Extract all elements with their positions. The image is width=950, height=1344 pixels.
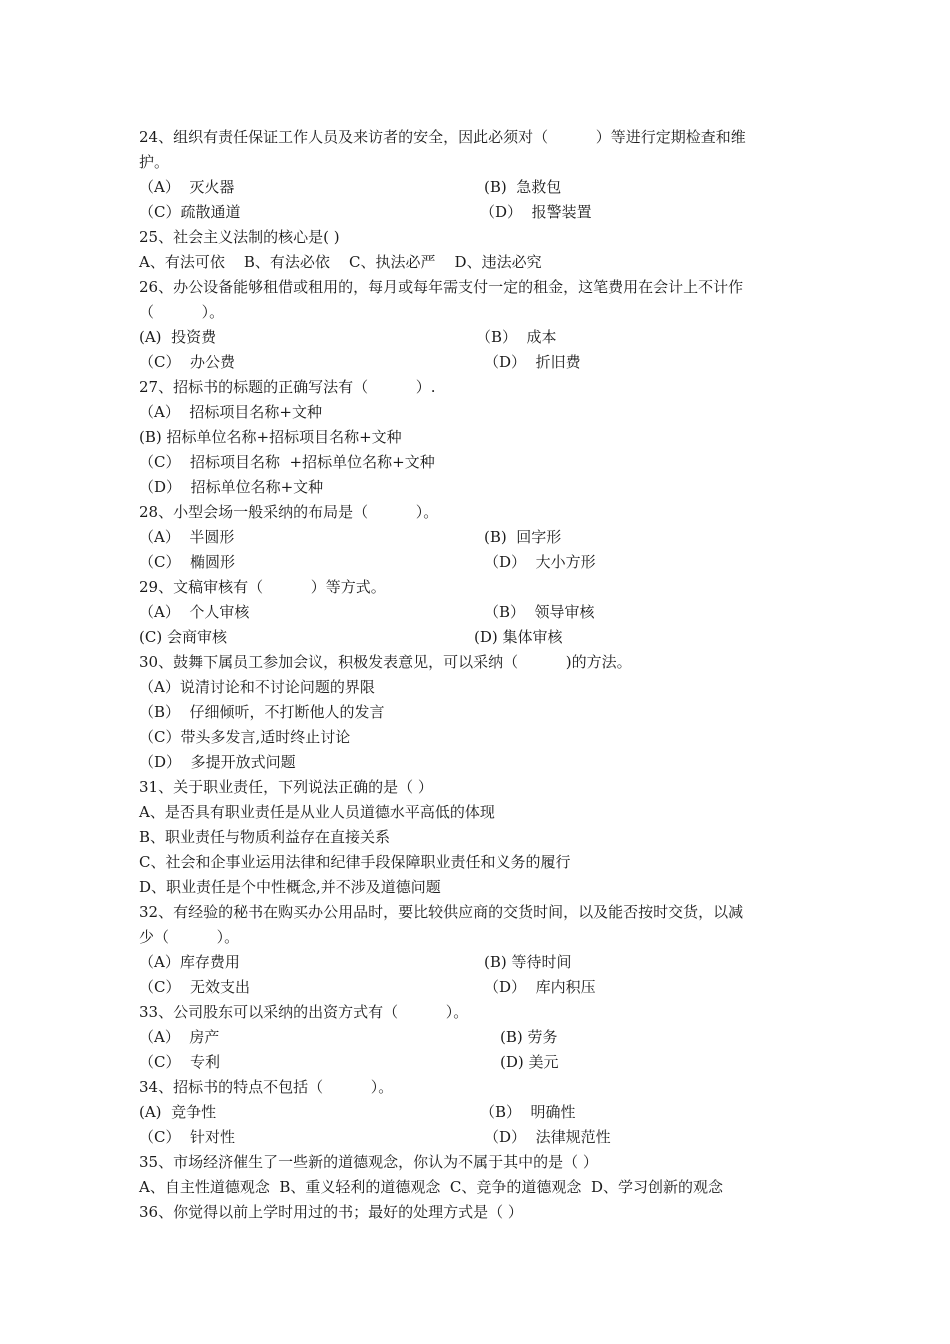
question-33-option-c: （C） 专利 (139, 1053, 221, 1071)
question-35-stem: 35、市场经济催生了一些新的道德观念，你认为不属于其中的是（ ） (139, 1153, 598, 1171)
question-26-stem: 26、办公设备能够租借或租用的，每月或每年需支付一定的租金，这笔费用在会计上不计作 (139, 278, 744, 296)
question-31-option-c: C、社会和企事业运用法律和纪律手段保障职业责任和义务的履行 (139, 853, 571, 871)
question-28-option-b: (B) 回字形 (484, 528, 562, 546)
question-34-stem: 34、招标书的特点不包括（ ）。 (139, 1078, 394, 1096)
question-30-option-a: （A）说清讨论和不讨论问题的界限 (139, 678, 375, 696)
question-26-stem-cont: （ ）。 (139, 303, 225, 321)
question-33-stem: 33、公司股东可以采纳的出资方式有（ ）。 (139, 1003, 469, 1021)
question-32-option-b: (B) 等待时间 (484, 953, 572, 971)
question-32-stem-cont: 少（ ）。 (139, 928, 240, 946)
question-29-option-c: (C) 会商审核 (139, 628, 227, 646)
question-34-option-d: （D） 法律规范性 (484, 1128, 611, 1146)
question-28-option-a: （A） 半圆形 (139, 528, 235, 546)
question-33-option-d: (D) 美元 (500, 1053, 559, 1071)
question-24-option-b: (B) 急救包 (484, 178, 562, 196)
question-33-option-a: （A） 房产 (139, 1028, 220, 1046)
question-24-stem: 24、组织有责任保证工作人员及来访者的安全，因此必须对（ ）等进行定期检查和维 (139, 128, 746, 146)
question-26-option-d: （D） 折旧费 (484, 353, 581, 371)
question-24-option-c: （C）疏散通道 (139, 203, 241, 221)
question-27-option-a: （A） 招标项目名称+文种 (139, 403, 322, 421)
question-31-option-b: B、职业责任与物质利益存在直接关系 (139, 828, 391, 846)
question-36-stem: 36、你觉得以前上学时用过的书；最好的处理方式是（ ） (139, 1203, 523, 1221)
question-30-option-d: （D） 多提开放式问题 (139, 753, 296, 771)
question-29-option-b: （B） 领导审核 (484, 603, 595, 621)
question-24-option-d: （D） 报警装置 (480, 203, 592, 221)
question-32-option-a: （A）库存费用 (139, 953, 240, 971)
question-33-option-b: (B) 劳务 (500, 1028, 558, 1046)
question-26-option-a: (A) 投资费 (139, 328, 217, 346)
question-28-stem: 28、小型会场一般采纳的布局是（ ）。 (139, 503, 439, 521)
question-27-stem: 27、招标书的标题的正确写法有（ ）. (139, 378, 436, 396)
question-32-option-c: （C） 无效支出 (139, 978, 251, 996)
question-27-option-d: （D） 招标单位名称+文种 (139, 478, 324, 496)
question-30-option-b: （B） 仔细倾听，不打断他人的发言 (139, 703, 385, 721)
question-35-options: A、自主性道德观念 B、重义轻利的道德观念 C、竞争的道德观念 D、学习创新的观念 (139, 1178, 723, 1196)
question-31-option-a: A、是否具有职业责任是从业人员道德水平高低的体现 (139, 803, 495, 821)
question-32-option-d: （D） 库内积压 (484, 978, 596, 996)
question-26-option-c: （C） 办公费 (139, 353, 236, 371)
question-30-option-c: （C）带头多发言,适时终止讨论 (139, 728, 351, 746)
question-29-stem: 29、文稿审核有（ ）等方式。 (139, 578, 386, 596)
question-26-option-b: （B） 成本 (476, 328, 557, 346)
question-31-option-d: D、职业责任是个中性概念,并不涉及道德问题 (139, 878, 441, 896)
question-34-option-b: （B） 明确性 (480, 1103, 576, 1121)
question-32-stem: 32、有经验的秘书在购买办公用品时，要比较供应商的交货时间，以及能否按时交货，以减 (139, 903, 744, 921)
question-25-stem: 25、社会主义法制的核心是( ) (139, 228, 340, 246)
question-29-option-a: （A） 个人审核 (139, 603, 250, 621)
question-30-stem: 30、鼓舞下属员工参加会议，积极发表意见，可以采纳（ )的方法。 (139, 653, 632, 671)
question-24-stem-cont: 护。 (139, 153, 170, 171)
question-27-option-c: （C） 招标项目名称 +招标单位名称+文种 (139, 453, 435, 471)
question-34-option-a: (A) 竞争性 (139, 1103, 217, 1121)
question-24-option-a: （A） 灭火器 (139, 178, 235, 196)
question-34-option-c: （C） 针对性 (139, 1128, 236, 1146)
question-29-option-d: (D) 集体审核 (474, 628, 563, 646)
question-28-option-d: （D） 大小方形 (484, 553, 596, 571)
question-25-options: A、有法可依 B、有法必依 C、执法必严 D、违法必究 (139, 253, 542, 271)
question-27-option-b: (B) 招标单位名称+招标项目名称+文种 (139, 428, 402, 446)
question-31-stem: 31、关于职业责任，下列说法正确的是（ ） (139, 778, 433, 796)
question-28-option-c: （C） 椭圆形 (139, 553, 236, 571)
